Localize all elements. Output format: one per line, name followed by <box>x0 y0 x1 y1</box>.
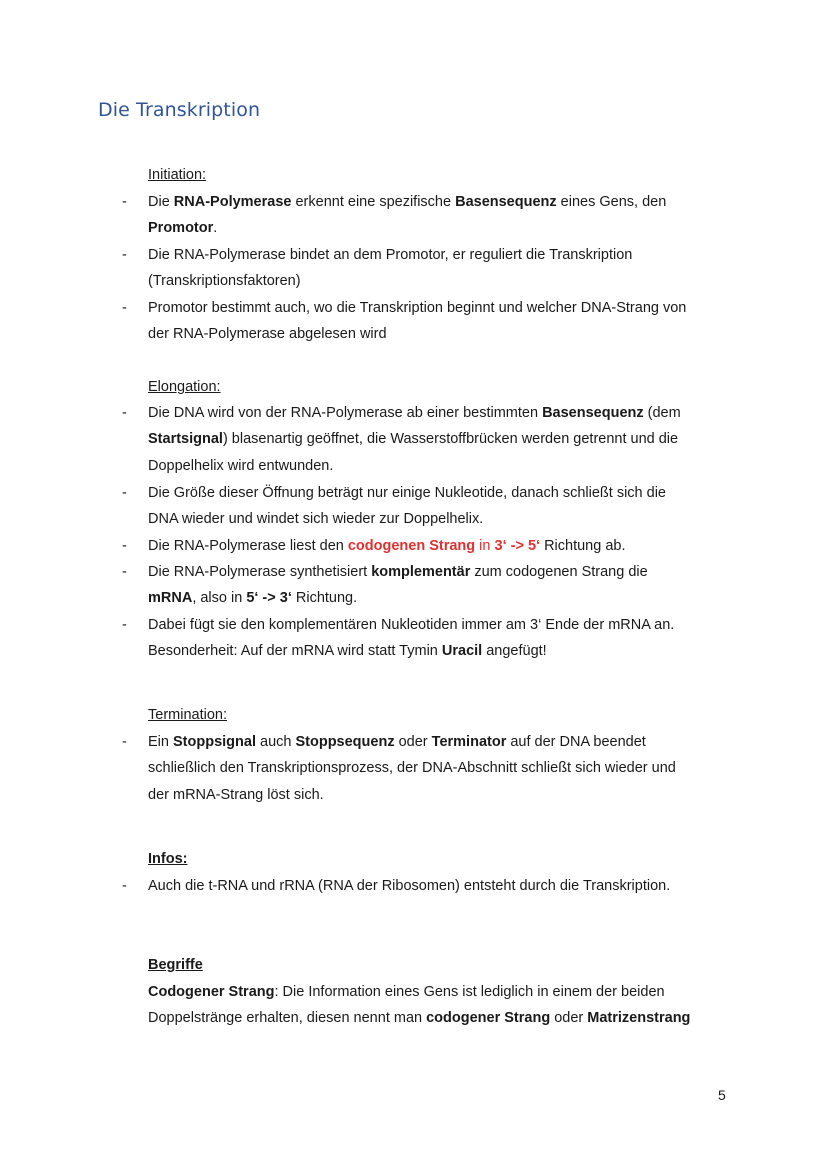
initiation-item-1 <box>148 189 738 242</box>
bullet-marker: - <box>122 194 127 210</box>
bullet-marker: - <box>122 247 127 263</box>
text-line: der RNA-Polymerase abgelesen wird <box>148 326 387 343</box>
begriffe-heading: Begriffe <box>148 957 203 973</box>
text-line: Die RNA-Polymerase synthetisiert komplementär zum codogenen Strang die <box>148 564 648 580</box>
text-line: Dabei fügt sie den komplementären Nukleotiden immer am 3‘ Ende der mRNA an. <box>148 617 675 633</box>
text-line: Die DNA wird von der RNA-Polymerase ab einer bestimmten Basensequenz (dem <box>148 405 681 421</box>
text-line: (Transkriptionsfaktoren) <box>148 273 301 290</box>
termination-heading: Termination: <box>148 707 227 723</box>
elongation-item-3 <box>148 533 738 559</box>
elongation-item-1 <box>148 400 738 479</box>
bullet-marker: - <box>122 564 127 580</box>
text-line: schließlich den Transkriptionsprozess, der DNA-Abschnitt schließt sich wieder und <box>148 760 676 777</box>
elongation-heading: Elongation: <box>148 379 221 395</box>
highlight-direction: 3‘ -> 5‘ <box>494 538 541 554</box>
initiation-heading: Initiation: <box>148 167 207 183</box>
begriffe-definition <box>148 979 738 1032</box>
initiation-item-2 <box>148 242 738 295</box>
elongation-item-5 <box>148 612 738 665</box>
bullet-marker: - <box>122 405 127 421</box>
text-line: der mRNA-Strang löst sich. <box>148 786 324 803</box>
text-line: Die RNA-Polymerase bindet an dem Promotor, er reguliert die Transkription <box>148 247 633 263</box>
elongation-item-4 <box>148 559 738 612</box>
text-line: DNA wieder und windet sich wieder zur Doppelhelix. <box>148 511 484 528</box>
text-line: Promotor. <box>148 220 218 237</box>
bullet-marker: - <box>122 485 127 501</box>
bullet-marker: - <box>122 538 127 554</box>
bullet-marker: - <box>122 734 127 750</box>
infos-item-1 <box>148 873 738 899</box>
text-line: Die RNA-Polymerase liest den codogenen Strang in 3‘ -> 5‘ Richtung ab. <box>148 538 626 554</box>
bullet-marker: - <box>122 617 127 633</box>
text-line: Doppelstränge erhalten, diesen nennt man codogener Strang oder Matrizenstrang <box>148 1010 691 1027</box>
page-title: Die Transkription <box>98 99 261 121</box>
elongation-item-2 <box>148 480 738 533</box>
text-line: Auch die t-RNA und rRNA (RNA der Ribosomen) entsteht durch die Transkription. <box>148 878 671 894</box>
text-line: Codogener Strang: Die Information eines Gens ist lediglich in einem der beiden <box>148 984 665 1000</box>
bullet-marker: - <box>122 878 127 894</box>
text-line: Doppelhelix wird entwunden. <box>148 457 334 474</box>
infos-heading: Infos: <box>148 851 188 867</box>
text-line: Besonderheit: Auf der mRNA wird statt Tymin Uracil angefügt! <box>148 643 547 660</box>
bullet-marker: - <box>122 300 127 316</box>
highlight-codogenic-strand: codogenen Strang <box>347 538 476 554</box>
termination-item-1 <box>148 729 738 808</box>
text-line: Die Größe dieser Öffnung beträgt nur einige Nukleotide, danach schließt sich die <box>148 485 666 501</box>
text-line: mRNA, also in 5‘ -> 3‘ Richtung. <box>148 590 358 607</box>
initiation-item-3 <box>148 295 738 348</box>
text-line: Die RNA-Polymerase erkennt eine spezifische Basensequenz eines Gens, den <box>148 194 667 210</box>
text-line: Startsignal) blasenartig geöffnet, die Wasserstoffbrücken werden getrennt und die <box>148 431 679 448</box>
page-number: 5 <box>718 1087 726 1103</box>
text-line: Ein Stoppsignal auch Stoppsequenz oder Terminator auf der DNA beendet <box>148 734 646 750</box>
text-line: Promotor bestimmt auch, wo die Transkription beginnt und welcher DNA-Strang von <box>148 300 687 316</box>
